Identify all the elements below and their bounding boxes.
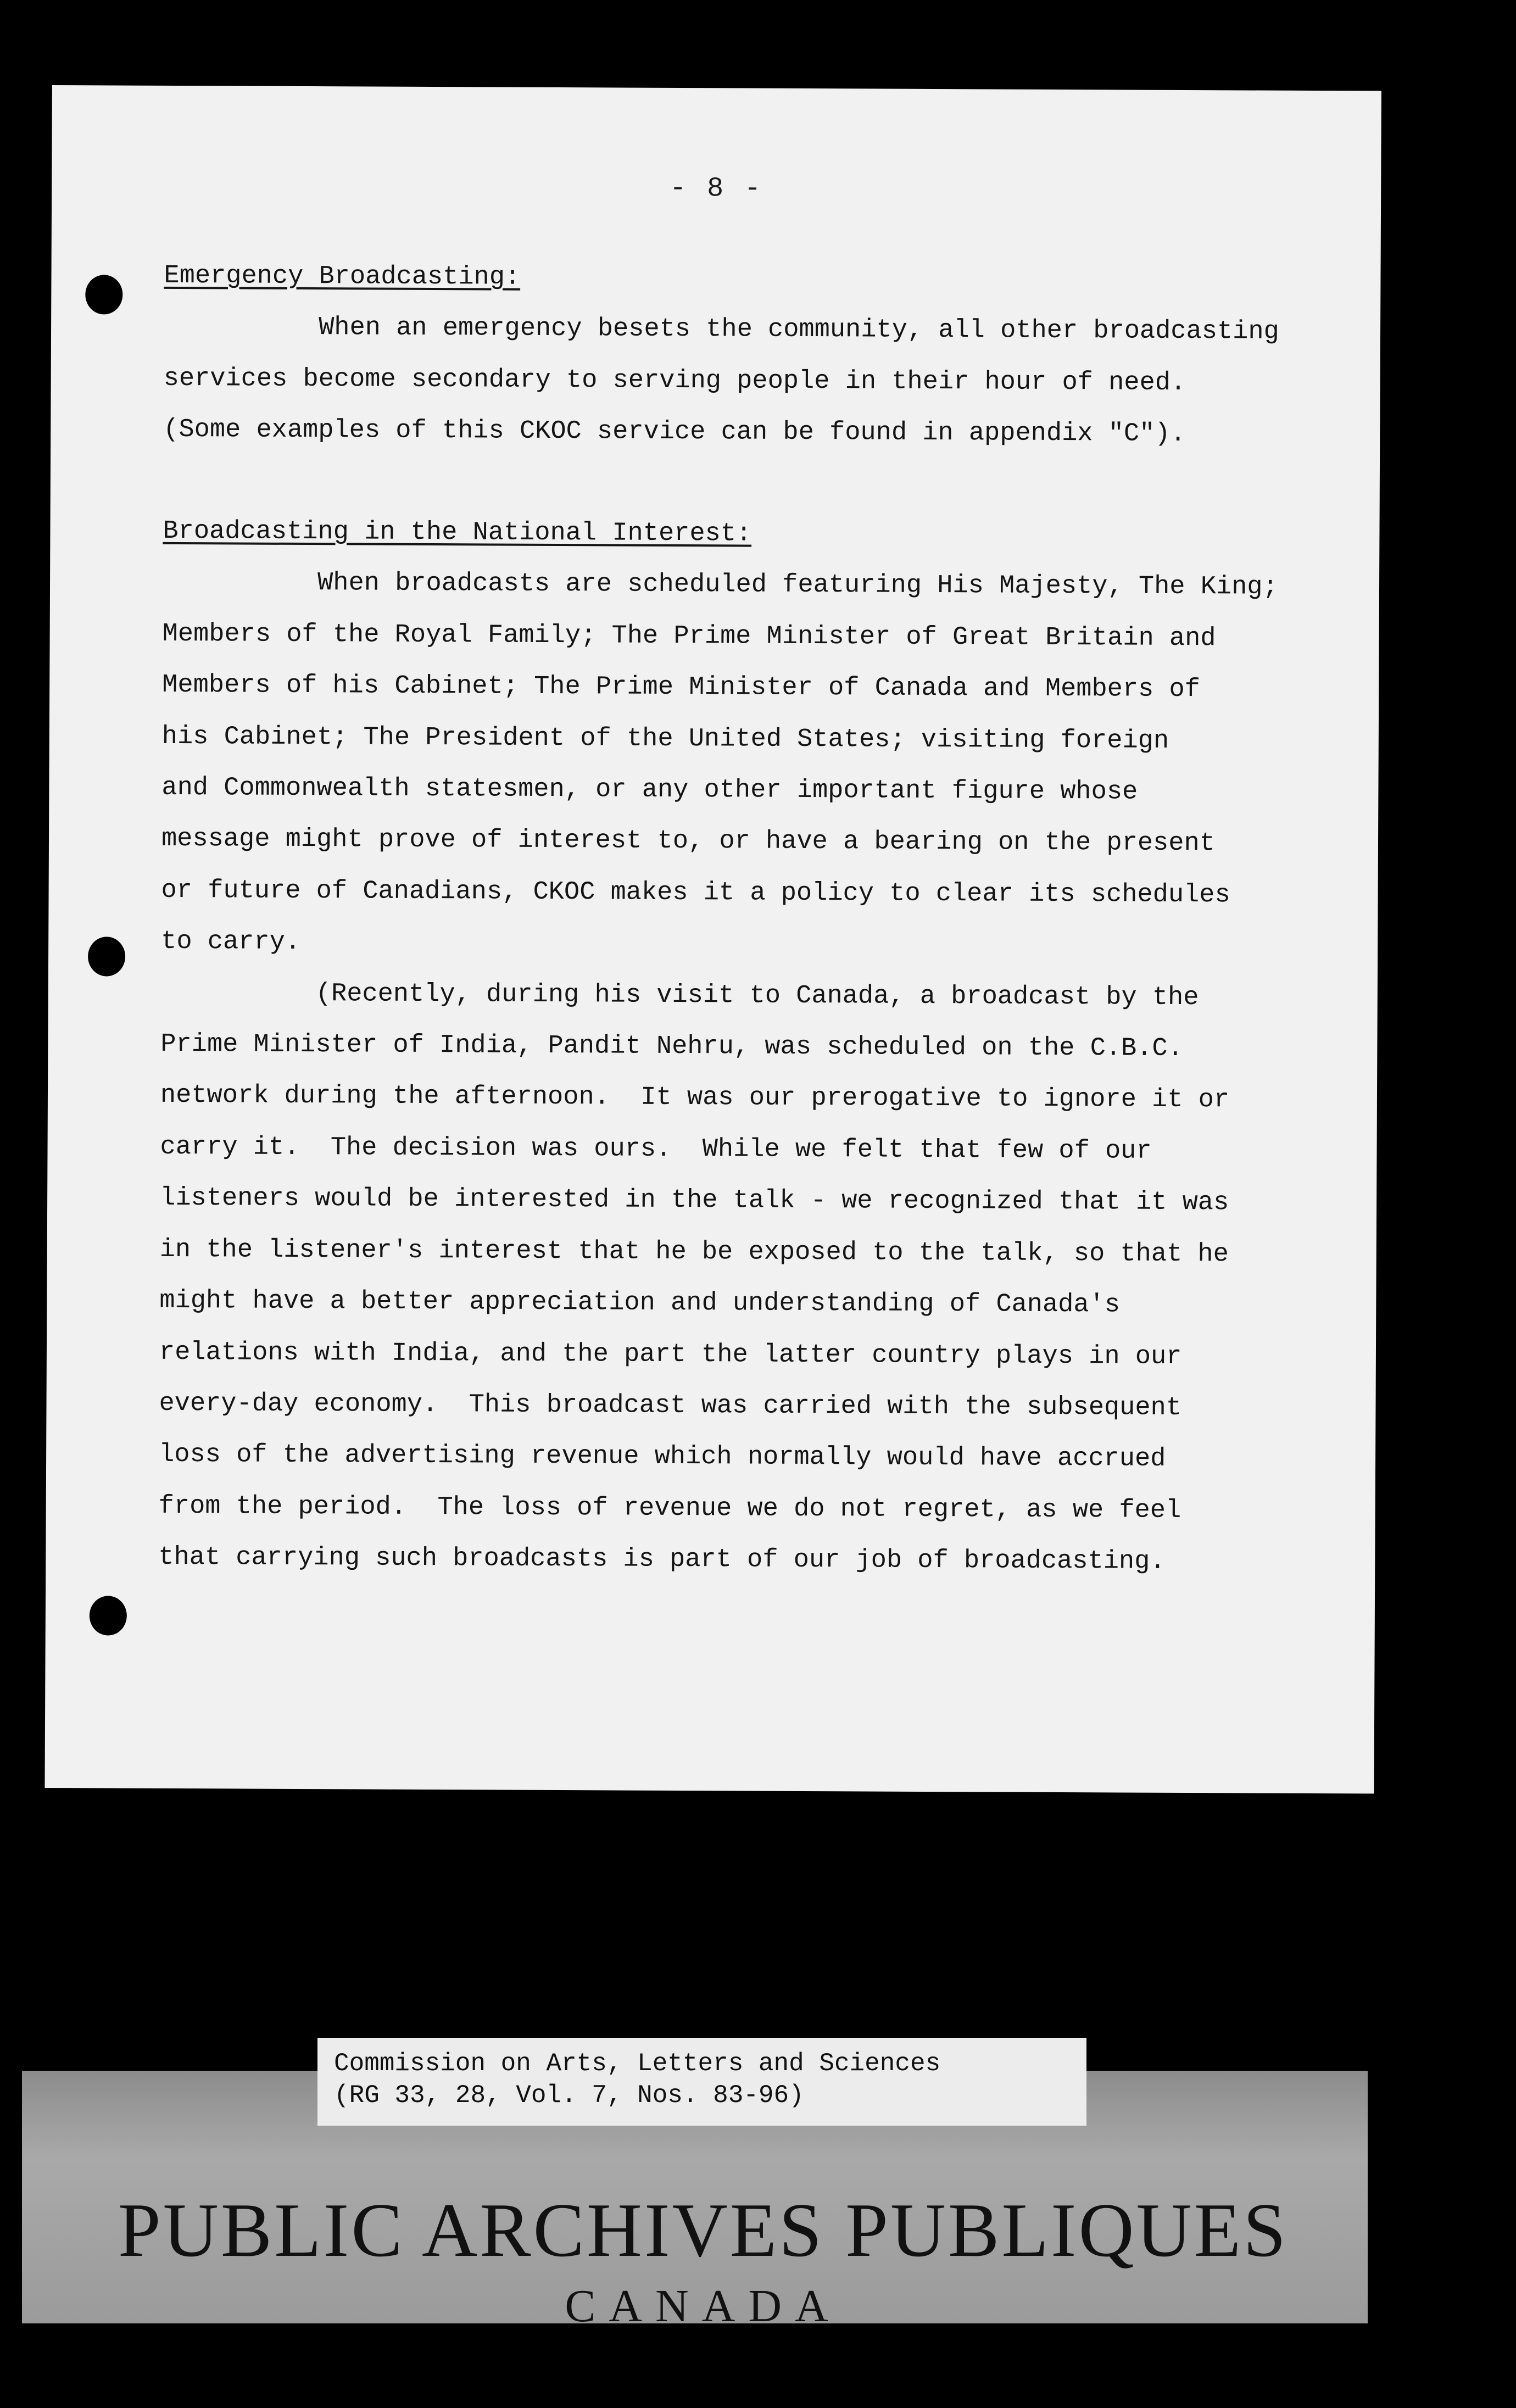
text-line: relations with India, and the part the latter country plays in our: [159, 1337, 1182, 1372]
section-national-interest: [158, 506, 1306, 1588]
document-page: [44, 85, 1381, 1794]
section-emergency: [163, 250, 1307, 461]
text-line: (Some examples of this CKOC service can be found in appendix "C").: [163, 415, 1186, 449]
text-line: or future of Canadians, CKOC makes it a policy to clear its schedules: [161, 876, 1230, 910]
text-line: message might prove of interest to, or have a bearing on the present: [161, 824, 1216, 859]
archive-stamp-title: PUBLIC ARCHIVES PUBLIQUES: [118, 2188, 1289, 2273]
text-line: carry it. The decision was ours. While we felt that few of our: [160, 1132, 1152, 1166]
page-number: - 8 -: [670, 172, 763, 205]
text-line: to carry.: [161, 927, 301, 957]
text-line: listeners would be interested in the talk - we recognized that it was: [160, 1184, 1229, 1218]
text-line: loss of the advertising revenue which normally would have accrued: [159, 1440, 1166, 1474]
punch-hole-bottom: [90, 1596, 127, 1635]
archive-label-line1: Commission on Arts, Letters and Sciences: [334, 2049, 941, 2078]
text-line: might have a better appreciation and understanding of Canada's: [159, 1286, 1121, 1320]
text-line: Members of the Royal Family; The Prime Minister of Great Britain and: [162, 619, 1216, 654]
archive-label-line2: (RG 33, 28, Vol. 7, Nos. 83-96): [334, 2081, 804, 2110]
section-heading: Emergency Broadcasting:: [164, 261, 521, 292]
text-line: (Recently, during his visit to Canada, a broadcast by the: [160, 978, 1199, 1012]
text-line: from the period. The loss of revenue we do not regret, as we feel: [158, 1491, 1181, 1525]
punch-hole-middle: [88, 937, 125, 976]
section-heading: Broadcasting in the National Interest:: [163, 516, 752, 549]
text-line: When an emergency besets the community, all other broadcasting: [163, 313, 1279, 347]
text-line: in the listener's interest that he be exposed to the talk, so that he: [159, 1235, 1229, 1269]
text-line: his Cabinet; The President of the United States; visiting foreign: [161, 722, 1169, 756]
text-line: every-day economy. This broadcast was carried with the subsequent: [159, 1389, 1182, 1423]
text-line: services become secondary to serving people in their hour of need.: [163, 364, 1186, 398]
text-line: Prime Minister of India, Pandit Nehru, was scheduled on the C.B.C.: [160, 1029, 1183, 1064]
text-line: When broadcasts are scheduled featuring His Majesty, The King;: [162, 568, 1278, 603]
punch-hole-top: [85, 275, 122, 314]
text-line: network during the afternoon. It was our prerogative to ignore it or: [160, 1081, 1230, 1115]
text-line: that carrying such broadcasts is part of our job of broadcasting.: [158, 1542, 1166, 1576]
archive-label-card: [317, 2038, 1086, 2126]
archive-stamp-subtitle: CANADA: [565, 2281, 841, 2332]
text-line: Members of his Cabinet; The Prime Minister of Canada and Members of: [162, 671, 1201, 705]
text-line: and Commonwealth statesmen, or any other important figure whose: [161, 773, 1138, 807]
